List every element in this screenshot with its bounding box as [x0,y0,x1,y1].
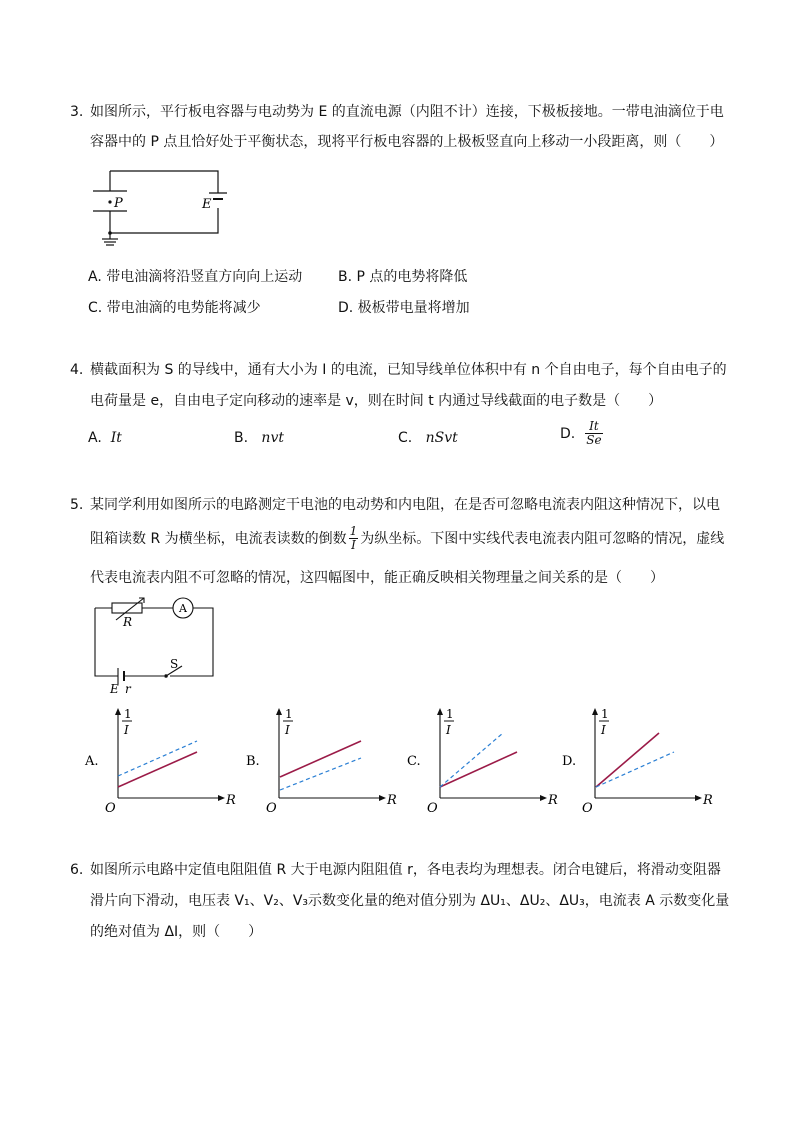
q4-option-d: D. $\frac{It}{Se}$ [560,419,602,447]
q4-number: 4. [70,362,84,378]
q4-line1: 横截面积为 S 的导线中，通有大小为 I 的电流，已知导线单位体积中有 n 个自由电子，每个自由电子的 [90,362,727,378]
q3-number: 3. [70,104,84,120]
y-axis-arrow [592,708,598,715]
q6-line2: 滑片向下滑动，电压表 V₁、V₂、V₃示数变化量的绝对值分别为 ΔU₁、ΔU₂、ΔU₃，电流表 A 示数变化量 [90,893,730,909]
battery-r-label: r [125,682,131,696]
x-axis-label: R [226,793,236,808]
x-axis-label: R [387,793,397,808]
q5-line1: 某同学利用如图所示的电路测定干电池的电动势和内电阻，在是否可忽略电流表内阻这种情况下，以电 [90,497,720,513]
x-axis-arrow [695,795,702,801]
y-axis-label-numerator: 1 [446,707,454,721]
q5-number: 5. [70,497,84,513]
q4-option-c: C. nSvt [398,430,458,446]
q3-option-d: D. 极板带电量将增加 [338,300,470,316]
x-axis-label: R [703,793,713,808]
y-axis-label-denominator: I [446,723,451,737]
q4-line2: 电荷量是 e，自由电子定向移动的速率是 v，则在时间 t 内通过导线截面的电子数是（ ） [90,393,663,409]
ammeter-a-label: A [179,602,187,615]
q3-option-c: C. 带电油滴的电势能将减少 [88,300,261,316]
graph-option-label: C. [407,754,421,769]
q3-line2: 容器中的 P 点且恰好处于平衡状态，现将平行板电容器的上极板竖直向上移动一小段距离，则（ ） [90,134,724,150]
y-axis-label-numerator: 1 [124,707,132,721]
q4-option-b: B. nvt [234,430,284,446]
rheostat-r-label: R [123,615,133,629]
q4-option-d-fraction: $\frac{It}{Se}$ [586,419,602,447]
q4-option-a: A. It [88,430,122,446]
y-axis-label-numerator: 1 [601,707,609,721]
q3-line1: 如图所示，平行板电容器与电动势为 E 的直流电源（内阻不计）连接，下极板接地。一带电油滴位于电 [90,104,724,120]
y-axis-label-denominator: I [285,723,290,737]
origin-label: O [105,801,116,816]
q5-line3: 代表电流表内阻不可忽略的情况，这四幅图中，能正确反映相关物理量之间关系的是（ ） [90,570,664,586]
origin-label: O [266,801,277,816]
q6-line1: 如图所示电路中定值电阻阻值 R 大于电源内阻阻值 r，各电表均为理想表。闭合电键后，将滑动变阻器 [90,862,721,878]
origin-label: O [427,801,438,816]
y-axis-label-denominator: I [124,723,129,737]
y-axis-label-denominator: I [601,723,606,737]
emf-e-label: E [202,197,212,212]
q6-line3: 的绝对值为 ΔI，则（ ） [90,924,263,940]
origin-label: O [582,801,593,816]
q3-option-a: A. 带电油滴将沿竖直方向向上运动 [88,269,303,285]
dashed-line [596,752,674,787]
x-axis-label: R [548,793,558,808]
graph-option-label: D. [562,754,577,769]
q6-number: 6. [70,862,84,878]
graph-option-label: A. [85,754,99,769]
battery-e-label: E [110,682,119,696]
point-p-label: P [114,196,123,211]
q3-option-b: B. P 点的电势将降低 [338,269,468,285]
solid-line [596,733,659,787]
q5-inline-fraction: $\frac{1}{I}$ [349,523,358,552]
switch-s-label: S [170,657,179,671]
q5-line2: 阻箱读数 R 为横坐标，电流表读数的倒数 $\frac{1}{I}$ 为纵坐标。下图中实线代表电流表内阻可忽略的情况，虚线 [90,523,725,552]
y-axis-label-numerator: 1 [285,707,293,721]
graph-option-label: B. [246,754,260,769]
